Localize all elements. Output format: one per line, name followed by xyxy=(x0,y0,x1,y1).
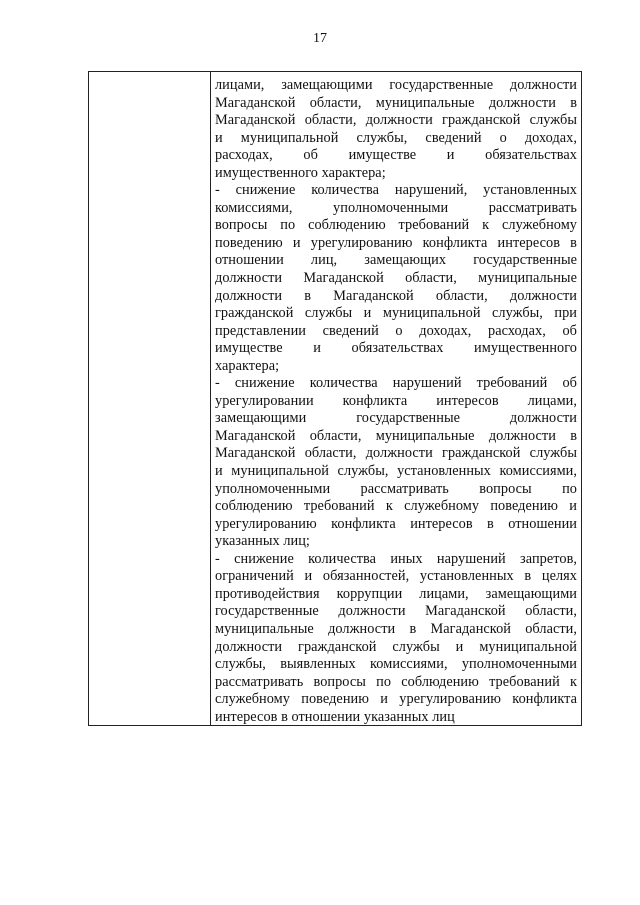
text-line: имуществе и обязательствах имущественного xyxy=(215,340,577,357)
document-table xyxy=(88,71,582,726)
text-line: интересов в отношении указанных лиц xyxy=(215,708,455,725)
text-line: замещающими государственные должности xyxy=(215,410,577,427)
text-line: представлении сведений о доходах, расходах, об xyxy=(215,322,577,339)
text-line: государственные должности Магаданской области, xyxy=(215,603,577,620)
text-line: характера; xyxy=(215,357,280,374)
text-line: муниципальные должности в Магаданской области, xyxy=(215,620,577,637)
text-line: Магаданской области, муниципальные должности в xyxy=(215,427,577,444)
text-line: уполномоченными рассматривать вопросы по xyxy=(215,480,577,497)
text-line: должности гражданской службы и муниципальной xyxy=(215,638,577,655)
text-line: гражданской службы и муниципальной службы, при xyxy=(215,305,577,322)
text-line: Магаданской области, муниципальные должности в xyxy=(215,94,577,111)
text-line: должности Магаданской области, муниципальные xyxy=(215,270,577,287)
text-line: лицами, замещающими государственные должности xyxy=(215,77,577,93)
text-line: расходах, об имуществе и обязательствах xyxy=(215,147,577,164)
text-line: - снижение количества нарушений требований об xyxy=(215,375,577,392)
text-line: урегулировании конфликта интересов лицами, xyxy=(215,392,577,409)
text-line: комиссиями, уполномоченными рассматривать xyxy=(215,199,577,216)
text-line: рассматривать вопросы по соблюдению требований к xyxy=(215,673,577,690)
table-cell-empty xyxy=(89,72,211,725)
text-line: - снижение количества нарушений, установленных xyxy=(215,182,577,199)
text-line: должности в Магаданской области, должности xyxy=(215,287,577,304)
text-line: ограничений и обязанностей, установленных в целях xyxy=(215,568,577,585)
text-line: службы, выявленных комиссиями, уполномоченными xyxy=(215,656,577,673)
text-line: урегулированию конфликта интересов в отношении xyxy=(215,515,577,532)
text-line: Магаданской области, должности гражданской службы xyxy=(215,112,577,129)
text-line: служебному поведению и урегулированию конфликта xyxy=(215,691,577,708)
text-line: указанных лиц; xyxy=(215,533,310,550)
text-line: поведению и урегулированию конфликта интересов в xyxy=(215,234,577,251)
text-line: имущественного характера; xyxy=(215,164,386,181)
text-line: соблюдению требований к служебному поведению и xyxy=(215,498,577,515)
text-line: отношении лиц, замещающих государственные xyxy=(215,252,577,269)
text-line: и муниципальной службы, установленных комиссиями, xyxy=(215,463,577,480)
text-line: и муниципальной службы, сведений о доходах, xyxy=(215,129,577,146)
text-line: - снижение количества иных нарушений запретов, xyxy=(215,550,577,567)
text-line: вопросы по соблюдению требований к служебному xyxy=(215,217,577,234)
page-number: 17 xyxy=(313,31,327,46)
text-line: Магаданской области, должности гражданской службы xyxy=(215,445,577,462)
table-cell-text xyxy=(211,72,581,725)
text-line: противодействия коррупции лицами, замещающими xyxy=(215,585,577,602)
